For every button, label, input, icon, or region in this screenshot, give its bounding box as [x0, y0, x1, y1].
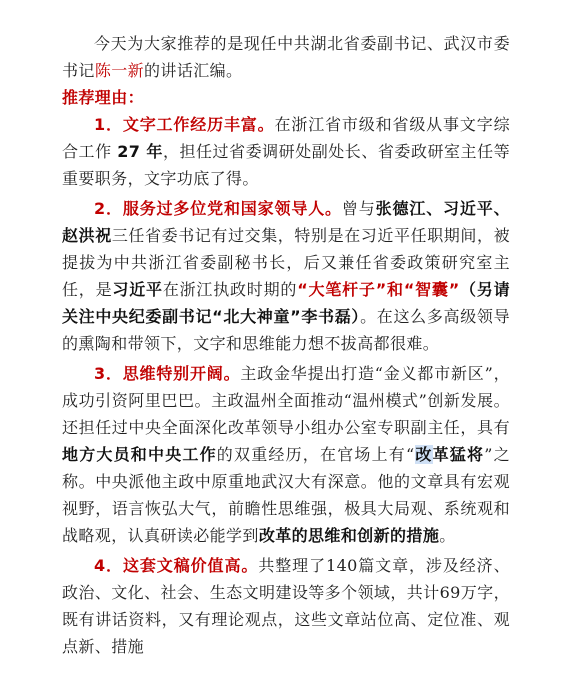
- reason-2-xjp: 习近平: [112, 280, 163, 299]
- reason-1-years: 27 年: [117, 142, 163, 161]
- reason-2-nickname: “大笔杆子”和“智囊”: [297, 280, 460, 299]
- reason-paragraph-3: [62, 360, 510, 549]
- reason-paragraph-2: [62, 195, 510, 357]
- reason-4-lead: 4．这套文稿价值高。: [94, 556, 259, 575]
- reason-4-text-a: 共整理了140篇文章，涉及经济、政治、文化、社会、生态文明建设等多个领域，共计69万字，既有讲话资料，又有理论观点，这些文章站位高、定位准、观点新、措施: [62, 556, 510, 656]
- reason-3-lead: 3．思维特别开阔。: [94, 364, 241, 383]
- reason-2-text-d: 。在这么多高级领导的熏陶和带领下，文字和思维能力想不拔高都很难。: [62, 307, 510, 353]
- reason-3-highlighted-char: 改: [414, 445, 433, 464]
- reason-1-text-b: ，担任过省委调研处副处长、省委政研室主任等重要职务，文字功底了得。: [62, 142, 511, 188]
- reason-3-dual-role: 地方大员和中央工作: [62, 445, 217, 464]
- reason-3-text-c: 之称。中央派他主政中原重地武汉大有深意。他的文章具有宏观视野，语言恢弘大气，前瞻性思维强，极具大局观、系统观和战略观，认真研读必能学到: [62, 445, 510, 545]
- reason-2-parenthetical: （另请关注中央纪委副书记“北大神童”李书磊）: [62, 280, 511, 326]
- reason-2-text-c: 在浙江执政时期的: [162, 280, 298, 299]
- intro-text-after: 的讲话汇编。: [144, 61, 243, 80]
- reason-3-text-b: 的双重经历，在官场上有: [216, 445, 406, 464]
- reason-2-leader-names: 张德江、习近平、赵洪祝: [62, 199, 511, 245]
- reason-3-quote-open: “: [406, 445, 415, 464]
- reason-3-text-a: 主政金华提出打造“金义都市新区”，成功引资阿里巴巴。主政温州全面推动“温州模式”创新发展。还担任过中央全面深化改革领导小组办公室专职副主任，具有: [62, 364, 510, 437]
- reason-2-text-b: 三任省委书记有过交集，特别是在习近平任职期间，被提拔为中共浙江省委副秘书长，后又兼任省委政策研究室主任，是: [62, 226, 511, 299]
- reason-heading: 推荐理由：: [62, 88, 145, 107]
- reason-heading-paragraph: [62, 84, 510, 111]
- reason-1-text-a: 在浙江省市级和省级从事文字综合工作: [62, 115, 510, 161]
- reason-2-text-a: 曾与: [341, 199, 376, 218]
- reason-2-lead: 2．服务过多位党和国家领导人。: [94, 199, 342, 218]
- reason-3-text-d: 。: [439, 526, 456, 545]
- reason-3-reform-thinking: 改革的思维和创新的措施: [258, 526, 440, 545]
- intro-paragraph: [62, 30, 510, 84]
- document-page: [62, 30, 510, 660]
- reason-paragraph-4: [62, 552, 510, 660]
- reason-paragraph-1: [62, 111, 510, 192]
- reason-3-nickname: 革猛将: [432, 445, 485, 464]
- intro-person-name: 陈一新: [94, 61, 145, 80]
- reason-3-quote-close: ”: [484, 445, 493, 464]
- reason-1-lead: 1．文字工作经历丰富。: [94, 115, 275, 134]
- intro-text-before: 今天为大家推荐的是现任中共湖北省委副书记、武汉市委书记: [62, 34, 510, 80]
